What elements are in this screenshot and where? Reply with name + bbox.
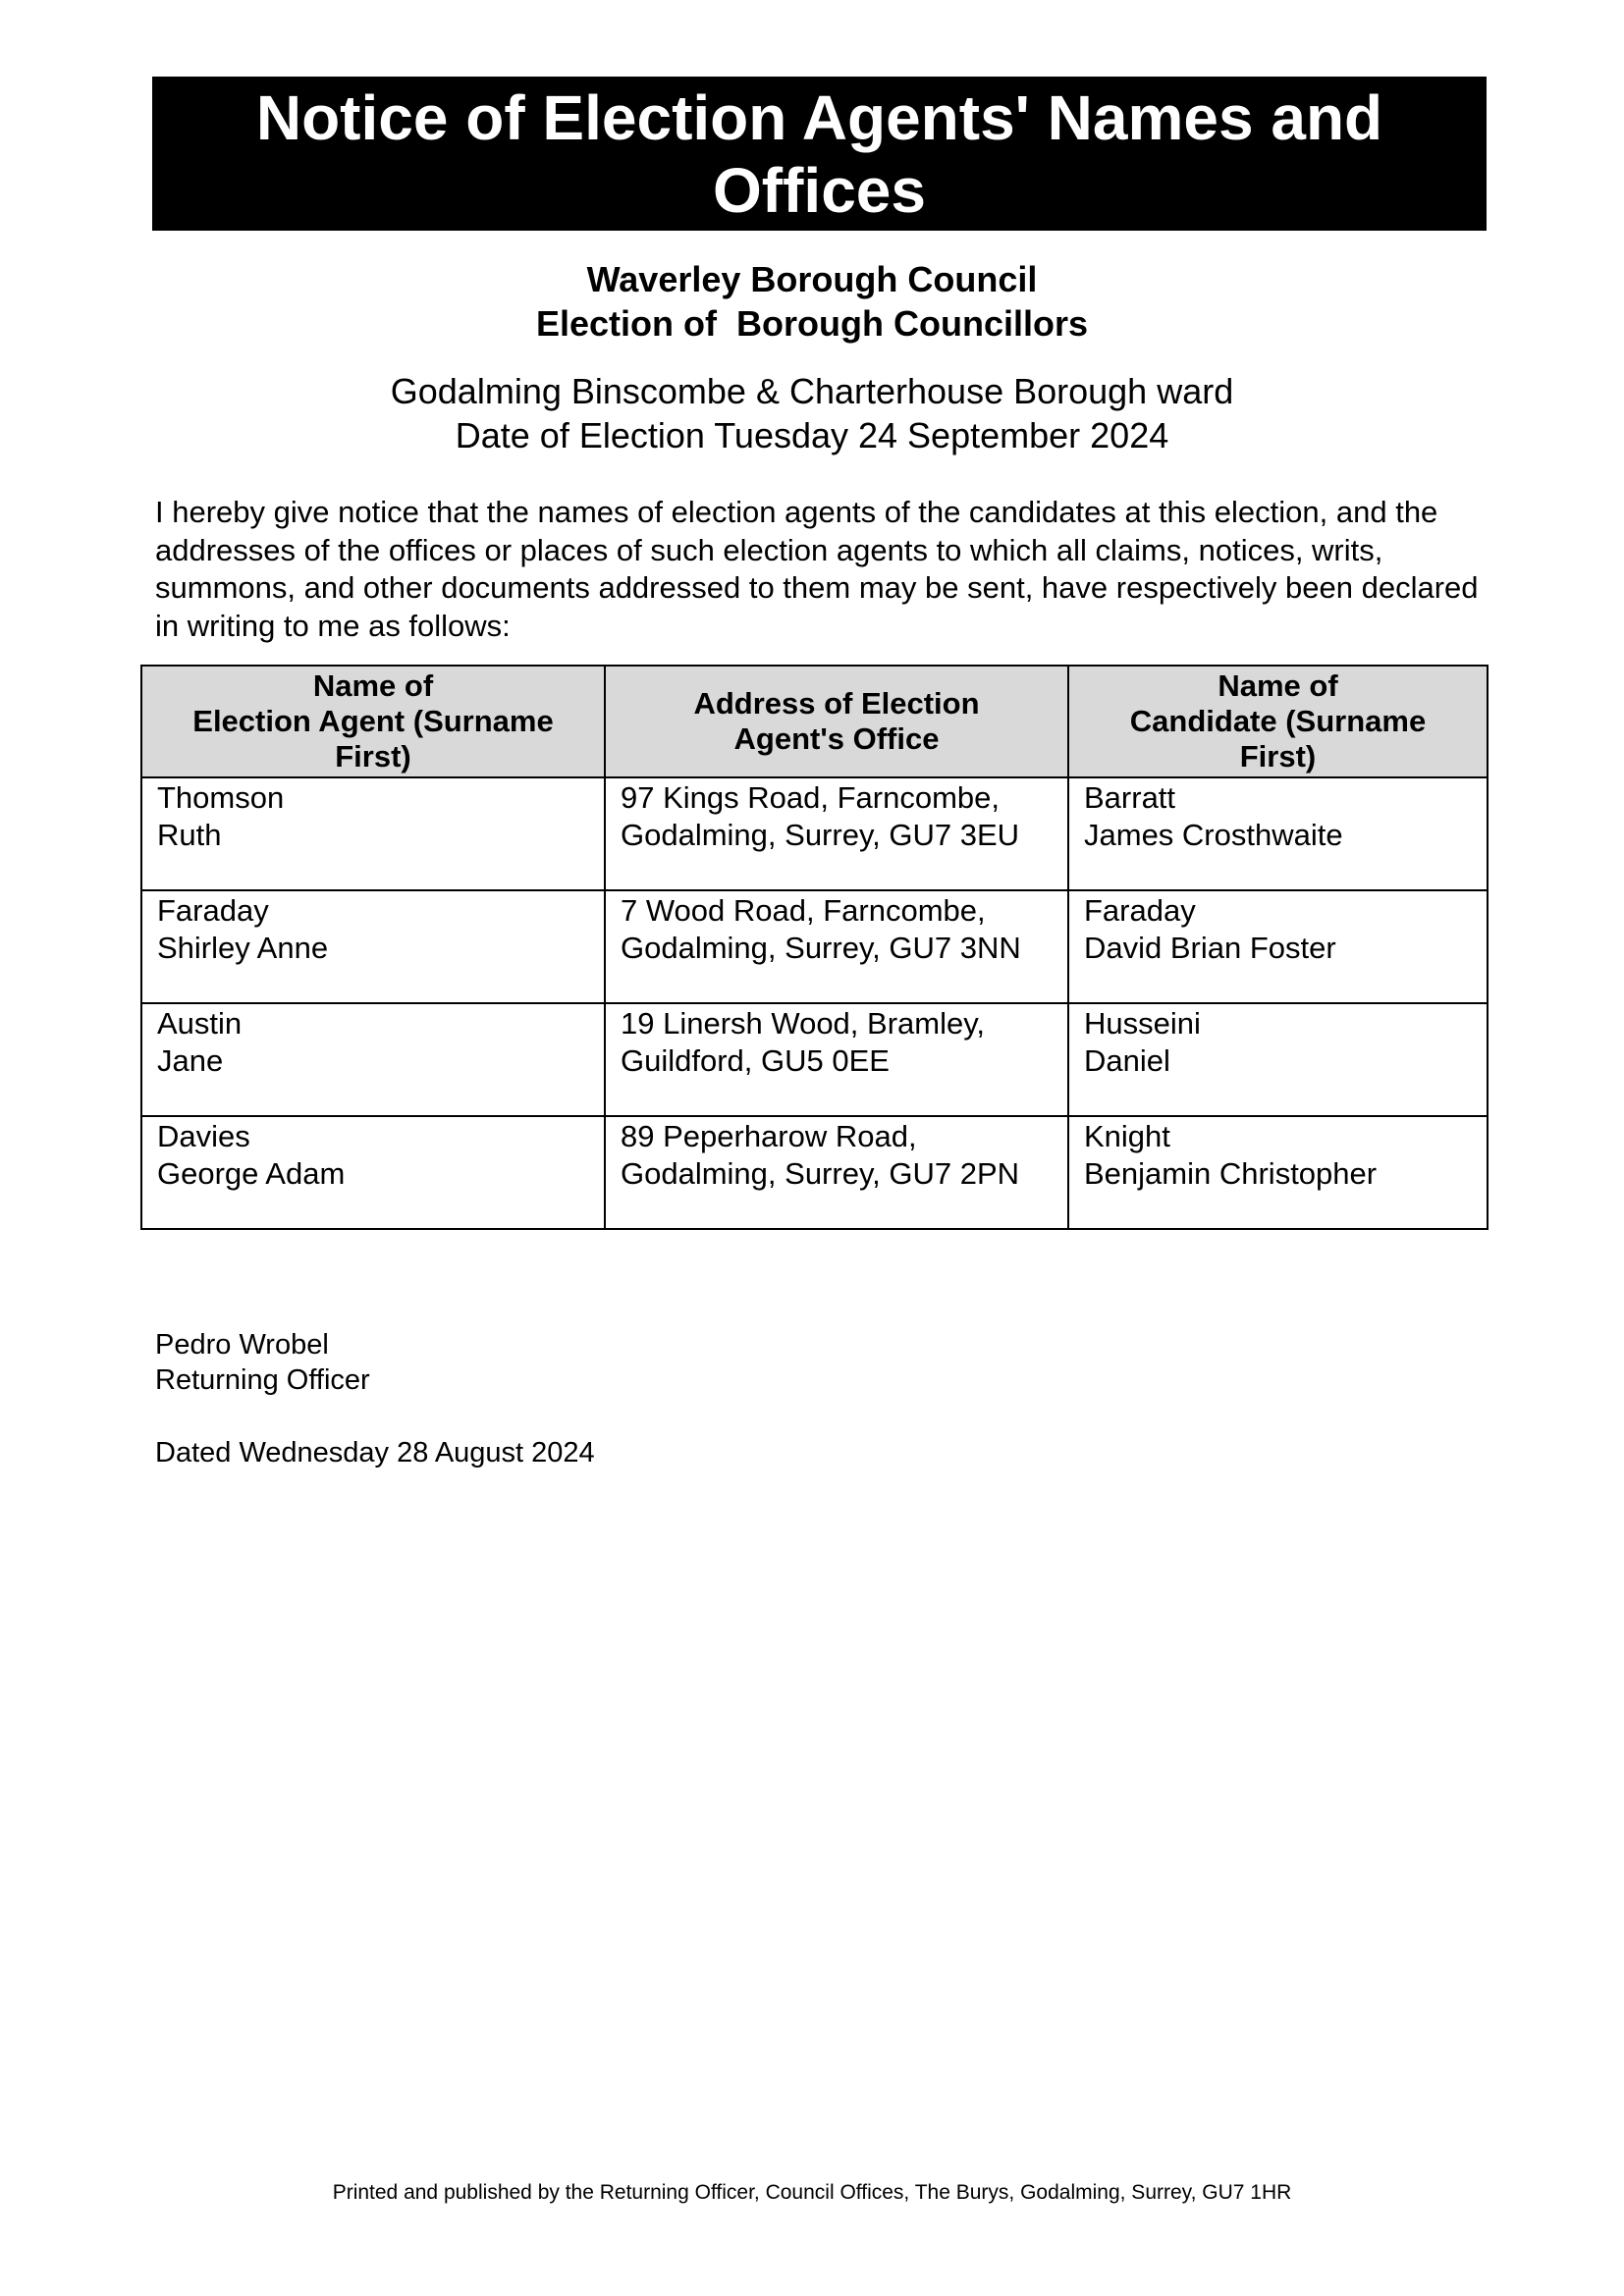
agent-forenames: Shirley Anne: [157, 931, 329, 965]
candidate-surname: Barratt: [1084, 780, 1176, 815]
agent-surname: Austin: [157, 1006, 243, 1041]
address-line-1: 19 Linersh Wood, Bramley,: [621, 1006, 986, 1041]
ward-name: Godalming Binscombe & Charterhouse Borough ward: [390, 371, 1234, 411]
agent-forenames: George Adam: [157, 1156, 346, 1191]
address-line-1: 89 Peperharow Road,: [621, 1119, 917, 1153]
agent-name-cell: [141, 890, 605, 1003]
notice-date: Dated Wednesday 28 August 2024: [155, 1437, 595, 1468]
council-heading: [0, 257, 1624, 346]
candidate-forenames: Benjamin Christopher: [1084, 1156, 1378, 1191]
header-election-agent-label: Name of Election Agent (Surname First): [192, 668, 554, 774]
table-row: [141, 1116, 1488, 1229]
table-row: [141, 1003, 1488, 1116]
title-banner: [152, 77, 1487, 231]
imprint-footer: Printed and published by the Returning Officer, Council Offices, The Burys, Godalming, Surrey, GU7 1HR: [332, 2181, 1292, 2204]
council-name: Waverley Borough Council: [586, 259, 1038, 299]
election-type: Election of Borough Councillors: [536, 303, 1088, 344]
candidate-name-cell: [1068, 1116, 1488, 1229]
agent-surname: Faraday: [157, 893, 269, 928]
election-date: Date of Election Tuesday 24 September 2024: [455, 415, 1169, 455]
agent-address-cell: [605, 1003, 1068, 1116]
header-agent-address: [605, 666, 1068, 777]
signature-block: [155, 1327, 370, 1398]
candidate-surname: Husseini: [1084, 1006, 1201, 1041]
header-agent-address-label: Address of Election Agent's Office: [693, 686, 980, 756]
agent-forenames: Ruth: [157, 818, 222, 852]
address-line-1: 97 Kings Road, Farncombe,: [621, 780, 1000, 815]
agent-name-cell: [141, 1116, 605, 1229]
candidate-surname: Knight: [1084, 1119, 1170, 1153]
table-header-row: [141, 666, 1488, 777]
agent-address-cell: [605, 777, 1068, 890]
agent-surname: Thomson: [157, 780, 285, 815]
header-candidate-label: Name of Candidate (Surname First): [1129, 668, 1427, 774]
address-line-2: Godalming, Surrey, GU7 2PN: [621, 1156, 1020, 1191]
returning-officer-role: Returning Officer: [155, 1364, 370, 1396]
notice-paragraph: I hereby give notice that the names of election agents of the candidates at this election, and the addresses of the offices or places of such election agents to which all claims, notices, writs, summons, and other documents addressed to them may be sent, have respectively been declared in writing to me as follows:: [155, 495, 1479, 643]
candidate-name-cell: [1068, 777, 1488, 890]
table-row: [141, 890, 1488, 1003]
returning-officer-name: Pedro Wrobel: [155, 1329, 329, 1361]
candidate-forenames: David Brian Foster: [1084, 931, 1336, 965]
agent-name-cell: [141, 1003, 605, 1116]
agent-name-cell: [141, 777, 605, 890]
agent-address-cell: [605, 1116, 1068, 1229]
address-line-2: Godalming, Surrey, GU7 3EU: [621, 818, 1020, 852]
header-candidate: [1068, 666, 1488, 777]
candidate-name-cell: [1068, 890, 1488, 1003]
header-election-agent: [141, 666, 605, 777]
ward-heading: [0, 369, 1624, 457]
address-line-1: 7 Wood Road, Farncombe,: [621, 893, 986, 928]
agent-forenames: Jane: [157, 1043, 224, 1078]
address-line-2: Guildford, GU5 0EE: [621, 1043, 890, 1078]
agent-address-cell: [605, 890, 1068, 1003]
agent-surname: Davies: [157, 1119, 250, 1153]
candidate-forenames: Daniel: [1084, 1043, 1170, 1078]
address-line-2: Godalming, Surrey, GU7 3NN: [621, 931, 1021, 965]
candidate-forenames: James Crosthwaite: [1084, 818, 1343, 852]
page-title: Notice of Election Agents' Names and Offices: [255, 81, 1383, 226]
agents-table: [140, 665, 1489, 1230]
table-row: [141, 777, 1488, 890]
candidate-name-cell: [1068, 1003, 1488, 1116]
candidate-surname: Faraday: [1084, 893, 1196, 928]
